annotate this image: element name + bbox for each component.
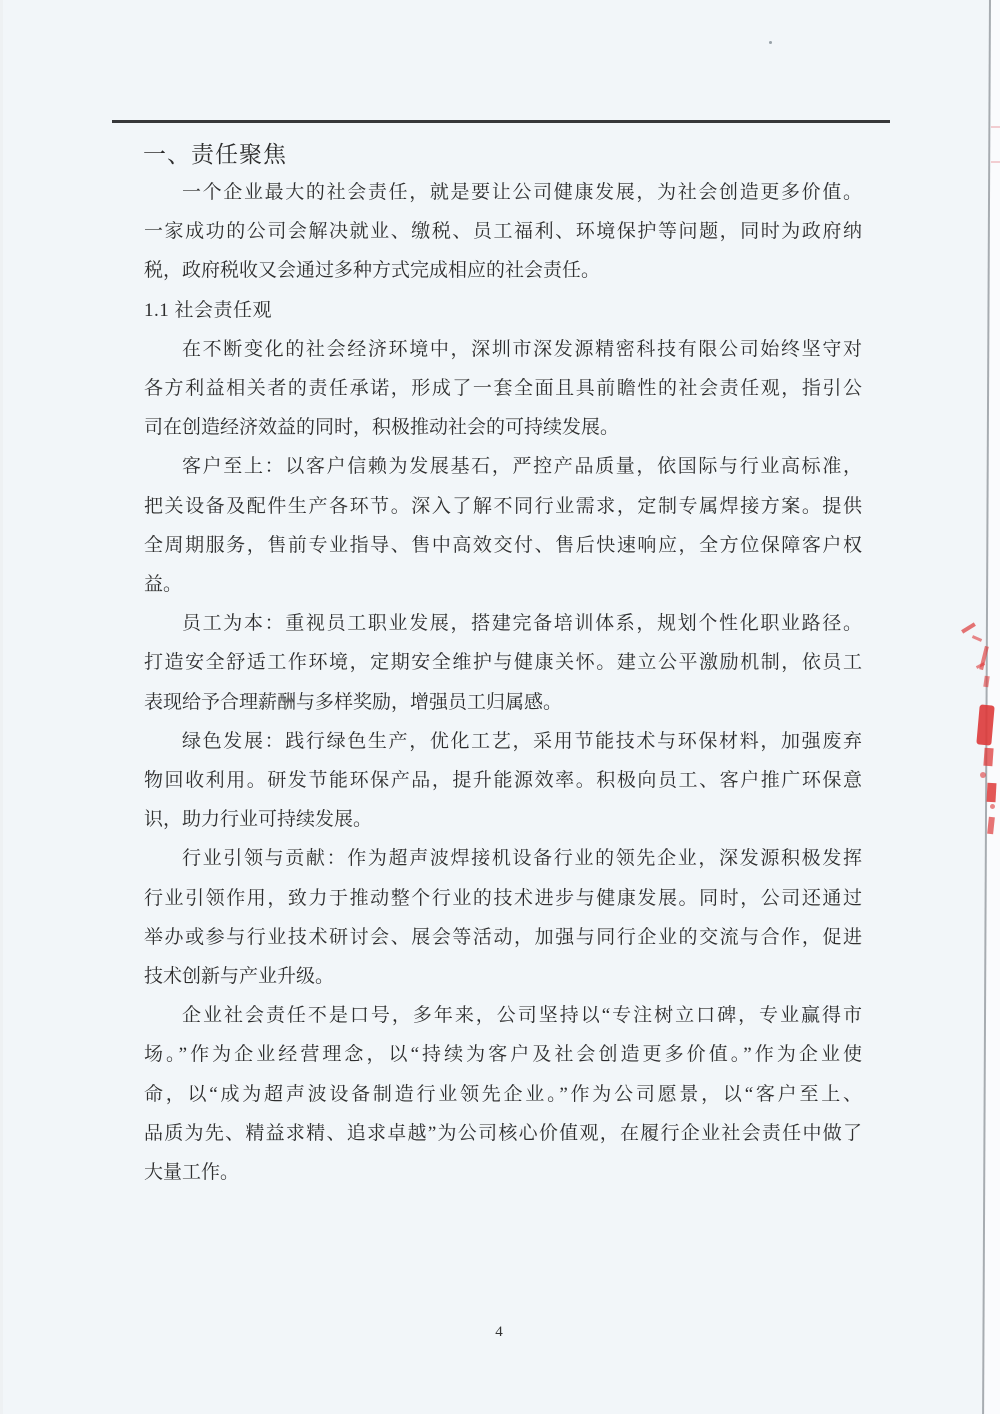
text-line: 行业引领作用，致力于推动整个行业的技术进步与健康发展。同时，公司还通过: [144, 887, 862, 909]
stamp-stroke: [990, 804, 995, 809]
paragraph-green-development: [144, 722, 862, 840]
document-body: [144, 173, 862, 1192]
text-line: 各方利益相关者的责任承诺，形成了一套全面且具前瞻性的社会责任观，指引公: [144, 378, 862, 400]
subsection-heading-1-1: [144, 291, 862, 330]
text-line: 行业引领与贡献：作为超声波焊接机设备行业的领先企业，深发源积极发挥: [182, 848, 862, 870]
paragraph-mission-vision: [144, 996, 862, 1192]
paragraph-csr-view: [144, 330, 862, 448]
text-line: 识，助力行业可持续发展。: [144, 809, 373, 831]
text-line: 举办或参与行业技术研讨会、展会等活动，加强与同行企业的交流与合作，促进: [144, 926, 862, 948]
text-line: 物回收利用。研发节能环保产品，提升能源效率。积极向员工、客户推广环保意: [144, 770, 862, 792]
stamp-stroke: [987, 783, 997, 802]
text-line: 一个企业最大的社会责任，就是要让公司健康发展，为社会创造更多价值。: [182, 182, 862, 203]
paragraph-customer-first: [144, 447, 862, 604]
text-line: 技术创新与产业升级。: [144, 966, 335, 988]
page-number: 4: [495, 1324, 503, 1340]
text-line: 1.1 社会责任观: [144, 299, 273, 321]
scan-artifact-tick: [991, 126, 1000, 128]
section-heading: 一、责任聚焦: [143, 142, 287, 167]
header-rule: [112, 120, 890, 123]
stamp-stroke: [980, 772, 986, 778]
text-line: 税，政府税收又会通过多种方式完成相应的社会责任。: [144, 260, 601, 282]
paragraph-intro: [144, 173, 862, 291]
text-line: 把关设备及配件生产各环节。深入了解不同行业需求，定制专属焊接方案。提供: [144, 495, 862, 517]
scan-speck: [769, 41, 772, 44]
scan-artifact-tick: [991, 161, 1000, 163]
stamp-stroke: [972, 635, 982, 642]
scan-left-edge: [0, 0, 3, 1414]
stamp-stroke: [983, 748, 993, 767]
text-line: 全周期服务，售前专业指导、售中高效交付、售后快速响应，全方位保障客户权: [144, 534, 862, 556]
paragraph-employee-oriented: [144, 604, 862, 722]
text-line: 绿色发展：践行绿色生产，优化工艺，采用节能技术与环保材料，加强废弃: [182, 730, 862, 752]
text-line: 场。”作为企业经营理念，以“持续为客户及社会创造更多价值。”作为企业使: [144, 1044, 862, 1066]
text-line: 大量工作。: [144, 1162, 240, 1184]
text-line: 一家成功的公司会解决就业、缴税、员工福利、环境保护等问题，同时为政府纳: [144, 221, 862, 243]
text-line: 益。: [144, 574, 183, 596]
stamp-stroke: [961, 622, 976, 633]
text-line: 打造安全舒适工作环境，定期安全维护与健康关怀。建立公平激励机制，依员工: [144, 652, 862, 674]
text-line: 在不断变化的社会经济环境中，深圳市深发源精密科技有限公司始终坚守对: [182, 338, 862, 360]
text-line: 员工为本：重视员工职业发展，搭建完备培训体系，规划个性化职业路径。: [182, 613, 862, 635]
paragraph-industry-leadership: [144, 839, 862, 996]
text-line: 客户至上：以客户信赖为发展基石，严控产品质量，依国际与行业高标准，: [182, 456, 862, 478]
text-line: 品质为先、精益求精、追求卓越”为公司核心价值观，在履行企业社会责任中做了: [144, 1122, 862, 1144]
text-line: 企业社会责任不是口号，多年来，公司坚持以“专注树立口碑，专业赢得市: [182, 1005, 862, 1027]
text-line: 司在创造经济效益的同时，积极推动社会的可持续发展。: [144, 417, 620, 439]
text-line: 命，以“成为超声波设备制造行业领先企业。”作为公司愿景，以“客户至上、: [144, 1083, 862, 1105]
text-line: 表现给予合理薪酬与多样奖励，增强员工归属感。: [144, 691, 563, 713]
